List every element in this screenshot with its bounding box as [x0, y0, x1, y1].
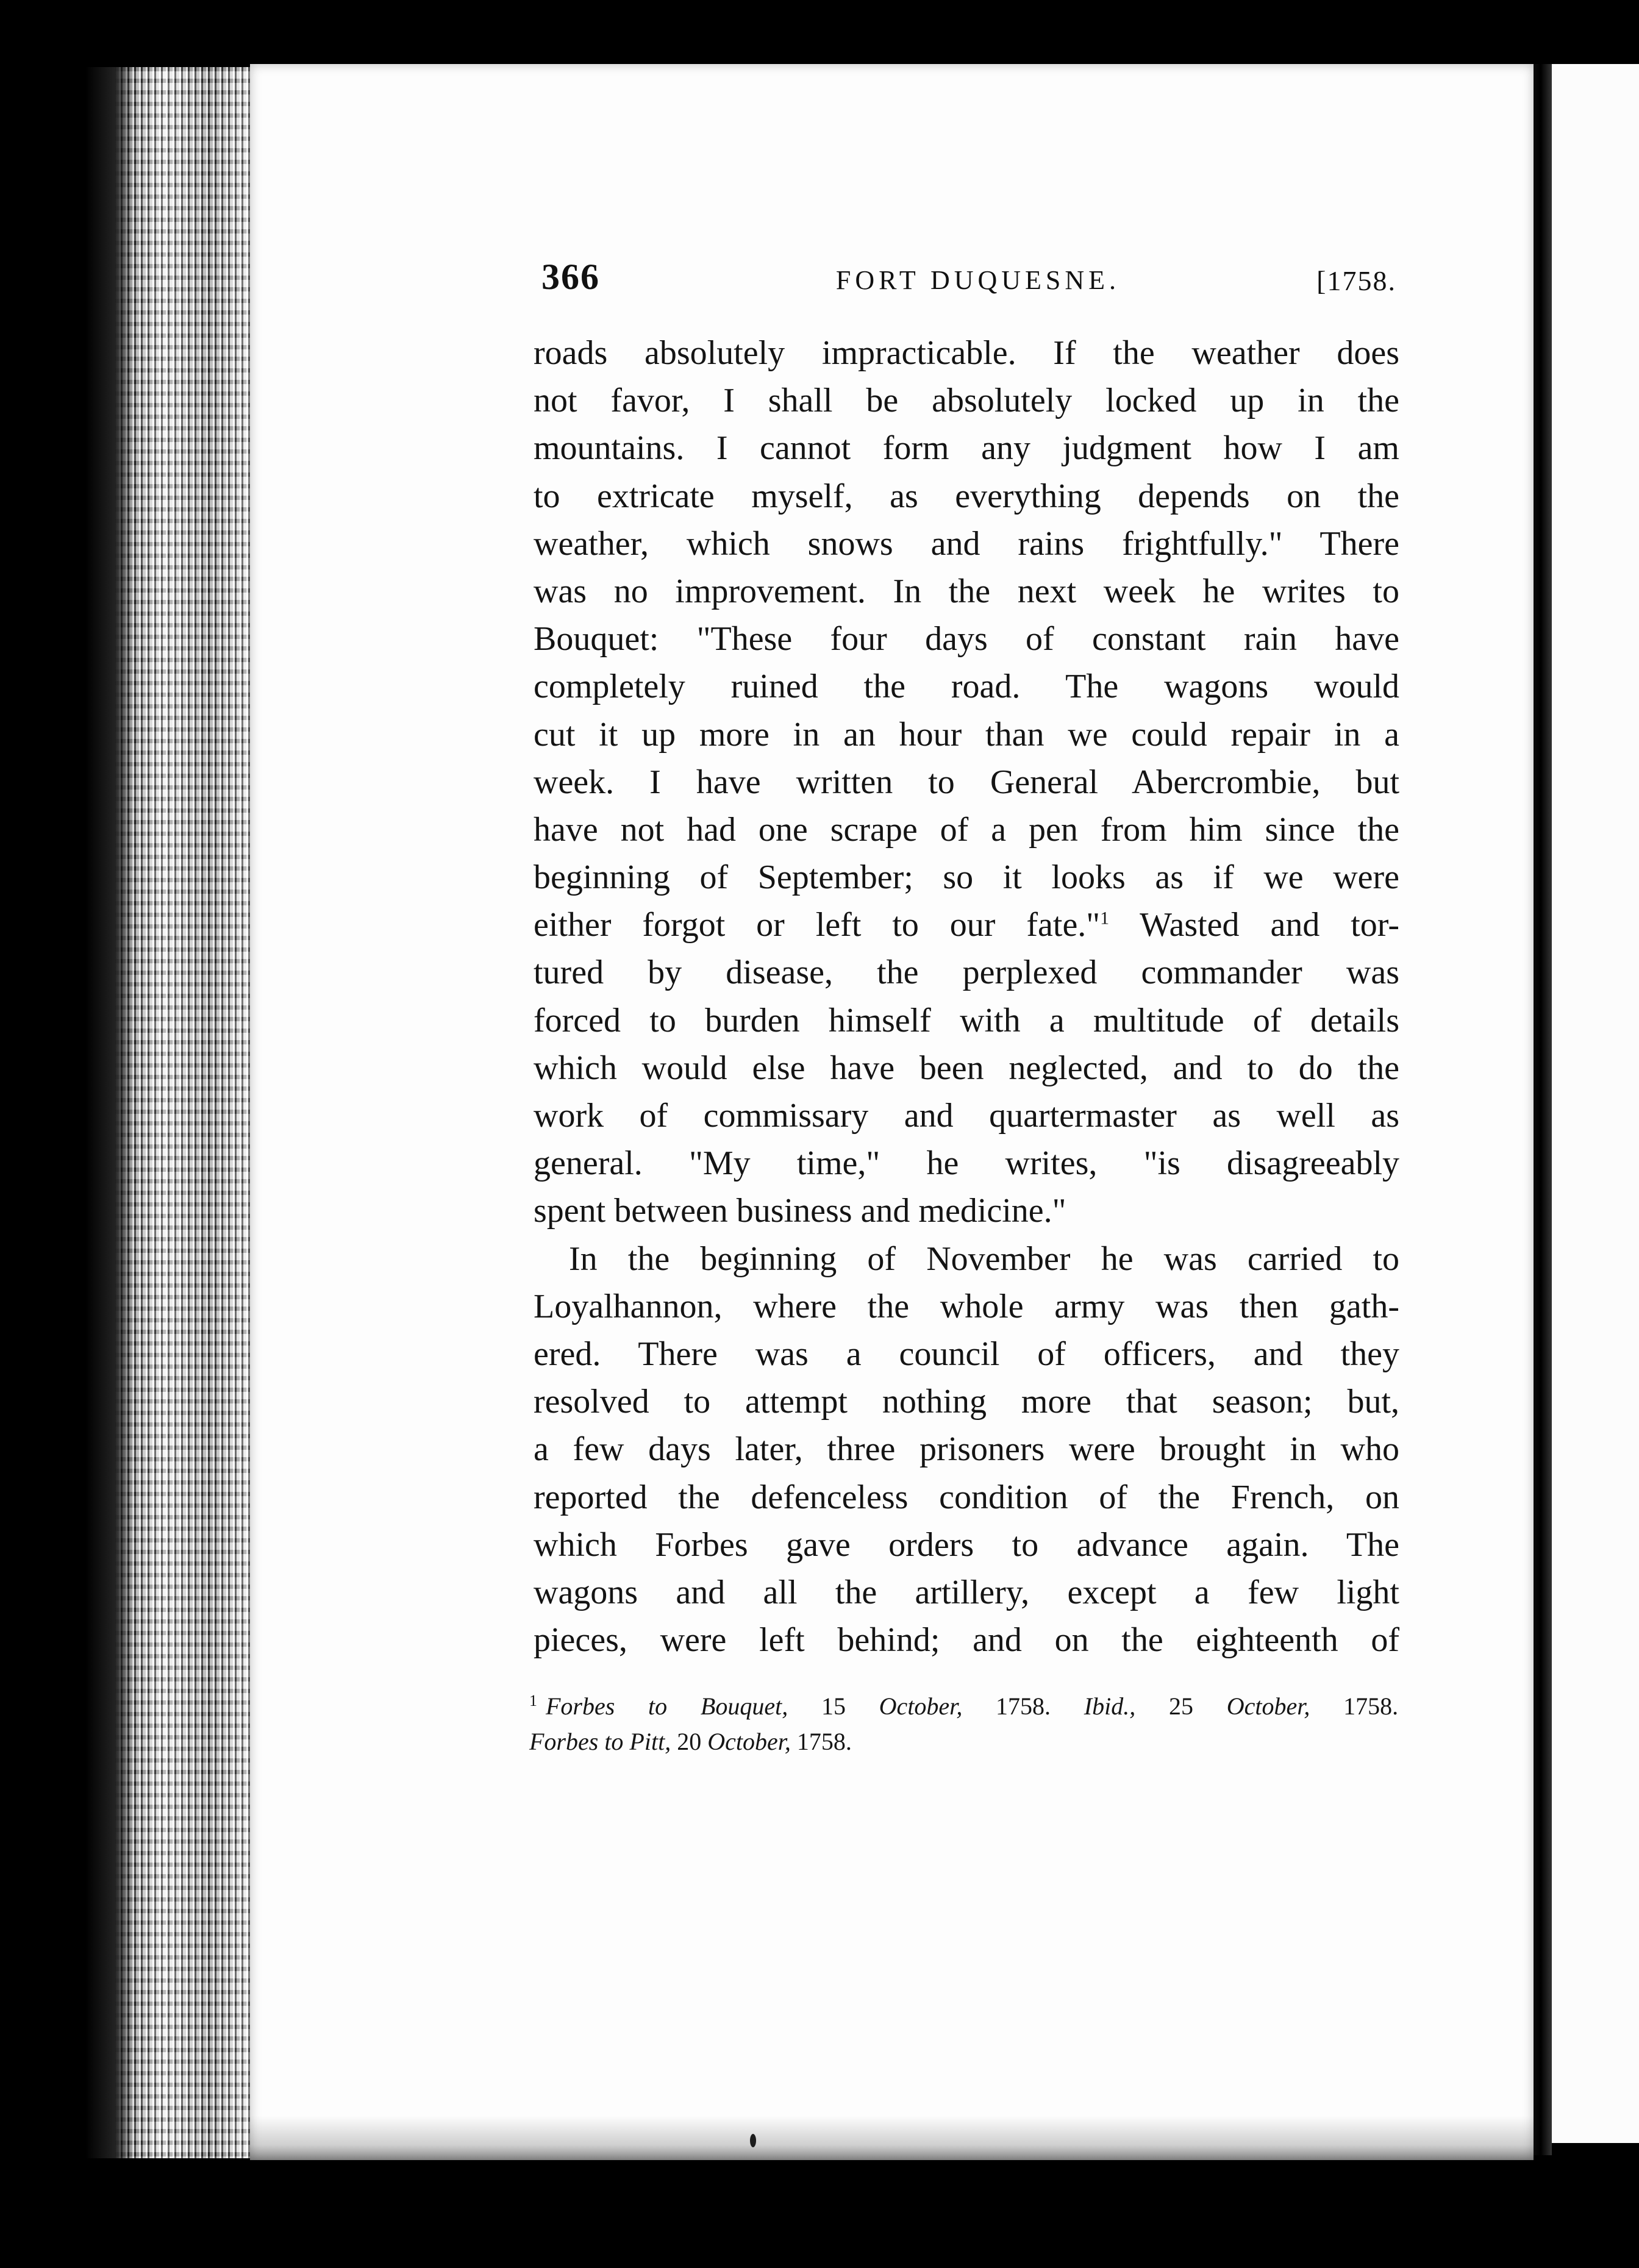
citation-title: Forbes to Bouquet,: [546, 1692, 788, 1720]
footnote: [529, 1689, 1398, 1760]
text-line: general. "My time," he writes, "is disagreeably: [534, 1144, 1399, 1183]
footnote-mark: 1: [529, 1691, 537, 1710]
text-line: forced to burden himself with a multitude of details: [534, 1001, 1399, 1040]
book-edge-shadow: [85, 67, 134, 2158]
citation-day: 15: [821, 1692, 846, 1720]
text-line: week. I have written to General Abercrombie, but: [534, 763, 1399, 801]
running-title: FORT DUQUESNE.: [835, 265, 1121, 295]
citation-ibid: Ibid.,: [1084, 1692, 1136, 1720]
text-segment: Wasted and tor-: [1140, 906, 1399, 944]
text-line: spent between business and medicine.": [534, 1192, 1066, 1230]
footnote-line: [529, 1724, 1398, 1760]
text-line: not favor, I shall be absolutely locked up in the: [534, 382, 1399, 420]
citation-title: Forbes to Pitt,: [529, 1728, 671, 1755]
text-line: to extricate myself, as everything depends on the: [534, 477, 1399, 515]
adjacent-page-strip: [1552, 64, 1639, 2143]
text-line: cut it up more in an hour than we could repair in a: [534, 715, 1399, 754]
text-line-with-footnote-ref: [534, 901, 1399, 949]
running-header: [541, 256, 1396, 311]
body-text: [534, 329, 1399, 1664]
text-line: ered. There was a council of officers, and they: [534, 1335, 1399, 1373]
citation-month: October,: [707, 1728, 791, 1755]
citation-day: 20: [677, 1728, 702, 1755]
text-line: was no improvement. In the next week he writes to: [534, 572, 1399, 610]
text-line: roads absolutely impracticable. If the weather does: [534, 334, 1399, 372]
paragraph-first-line: In the beginning of November he was carried to: [569, 1239, 1399, 1278]
text-line: completely ruined the road. The wagons would: [534, 668, 1399, 706]
citation-year: 1758.: [1343, 1692, 1399, 1720]
text-line: which Forbes gave orders to advance again. The: [534, 1525, 1399, 1564]
text-line: a few days later, three prisoners were brought in who: [534, 1430, 1399, 1469]
footnote-reference: 1: [1100, 908, 1110, 929]
text-line: which would else have been neglected, and to do the: [534, 1049, 1399, 1087]
footnote-line: [529, 1689, 1398, 1724]
page-bottom-shadow: [250, 2116, 1534, 2164]
text-line: wagons and all the artillery, except a few light: [534, 1573, 1399, 1611]
header-year: [1758.: [1316, 265, 1396, 296]
page-number: 366: [541, 257, 600, 297]
citation-year: 1758.: [996, 1692, 1051, 1720]
text-line: pieces, were left behind; and on the eighteenth of: [534, 1621, 1399, 1660]
text-line: Loyalhannon, where the whole army was then gath-: [534, 1287, 1399, 1325]
text-line: work of commissary and quartermaster as well as: [534, 1097, 1399, 1135]
text-line: tured by disease, the perplexed commander was: [534, 954, 1399, 992]
text-segment: either forgot or left to our fate.": [534, 906, 1101, 944]
citation-month: October,: [1226, 1692, 1310, 1720]
citation-year: 1758.: [796, 1728, 852, 1755]
text-line: mountains. I cannot form any judgment how I am: [534, 429, 1399, 468]
text-line: resolved to attempt nothing more that season; but,: [534, 1383, 1399, 1421]
text-line: weather, which snows and rains frightfully." There: [534, 524, 1399, 563]
citation-month: October,: [879, 1692, 963, 1720]
text-line: Bouquet: "These four days of constant rain have: [534, 620, 1399, 658]
text-line: have not had one scrape of a pen from him since the: [534, 810, 1399, 849]
citation-day: 25: [1168, 1692, 1193, 1720]
text-line: reported the defenceless condition of the French, on: [534, 1478, 1399, 1516]
text-line: beginning of September; so it looks as if we were: [534, 858, 1399, 897]
